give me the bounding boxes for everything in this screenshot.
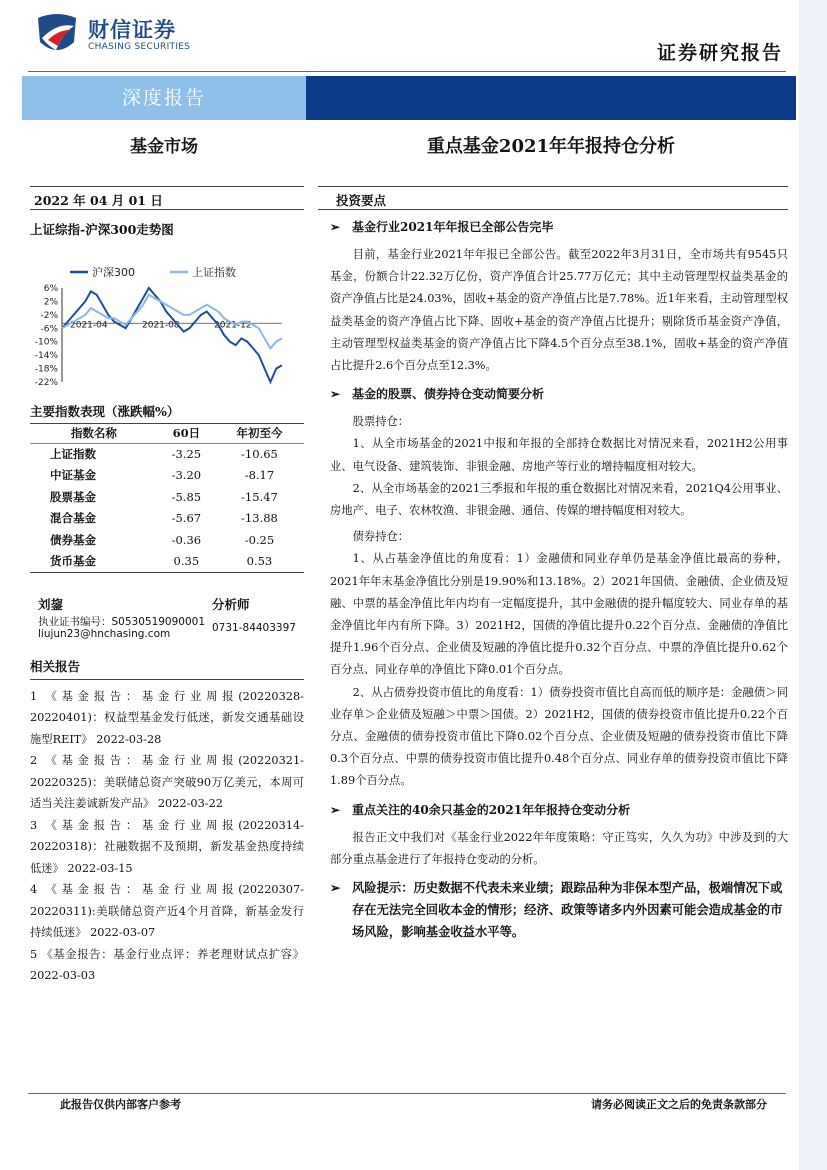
analyst-email[interactable]: liujun23@hnchasing.com xyxy=(38,627,171,640)
paragraph: 债券持仓： xyxy=(352,530,410,544)
cell: 混合基金 xyxy=(50,511,96,526)
paragraph: 1、从全市场基金的2021中报和年报的全部持仓数据比对情况来看，2021H2公用事业、电气设备、建筑装饰、非银金融、房地产等行业的增持幅度相对较大。 xyxy=(330,437,788,473)
bullet-heading xyxy=(318,216,788,238)
paragraph: 1、从占基金净值比的角度看：1）金融债和同业存单仍是基金净值比最高的券种，2021年年末基金净值比分别是19.90%和13.18%。2）2021年国债、金融债、企业债及短融、中票的基金净值比年内均有一定幅度提升，其中金融债的提升幅度较大、同业存单的基金净值比年内有所下降。3）2021H2，国债的净值比提升0.22个百分点、金融债的净值比提升1.96个百分点、企业债及短融的净值比提升0.32个百分点、中票的净值比提升0.62个百分点、同业存单的净值比下降0.01个百分点。 xyxy=(330,552,788,677)
logo-text-en: CHASING SECURITIES xyxy=(88,42,191,52)
index-table-header xyxy=(30,424,304,443)
table-row xyxy=(30,486,304,508)
line-chart xyxy=(30,238,304,388)
logo-mark-icon xyxy=(34,12,80,58)
legend-label: 沪深300 xyxy=(92,266,135,279)
bullet-text: 重点关注的40余只基金的2021年年报持仓变动分析 xyxy=(352,802,631,817)
series-line-hs300 xyxy=(62,288,282,382)
analyst-phone: 0731-84403397 xyxy=(212,621,296,634)
report-title: 重点基金2021年年报持仓分析 xyxy=(426,136,676,157)
y-tick-label: -10% xyxy=(34,337,58,348)
footer-divider xyxy=(28,1093,786,1094)
paragraph: 目前，基金行业2021年年报已全部公告。截至2022年3月31日，全市场共有9545只基金，份额合计22.32万亿份，资产净值合计25.77万亿元；其中主动管理型权益类基金的资产净值占比是24.03%，固收+基金的资产净值占比是7.78%。近1年来看，主动管理型权益类基金的资产净值占比下降、固收+基金的资产净值占比提升；剔除货币基金资产净值，主动管理型权益类基金的资产净值占比下降4.5个百分点至38.1%，固收+基金的资产净值占比提升2.6个百分点至12.3%。 xyxy=(330,248,788,373)
banner-label: 深度报告 xyxy=(121,87,206,109)
left-column xyxy=(30,186,304,987)
risk-warning xyxy=(318,877,788,943)
analyst-cert: 执业证书编号：S0530519090001 xyxy=(38,615,206,628)
logo-text-cn: 财信证券 xyxy=(88,18,176,42)
table-row xyxy=(30,551,304,573)
paragraph: 报告正文中我们对《基金行业2022年年度策略：守正笃实，久久为功》中涉及到的大部分重点基金进行了年报持仓变动的分析。 xyxy=(330,830,788,866)
cell: -13.88 xyxy=(241,511,278,526)
bullet-text: 基金的股票、债券持仓变动简要分析 xyxy=(352,387,545,402)
bullet-arrow-icon: ➢ xyxy=(330,880,341,896)
related-reports-title: 相关报告 xyxy=(30,657,304,680)
report-date: 2022 年 04 月 01 日 xyxy=(30,186,304,210)
chart xyxy=(30,238,304,388)
bullet-arrow-icon: ➢ xyxy=(330,387,341,402)
col-header: 指数名称 xyxy=(30,424,158,443)
cell: 0.53 xyxy=(246,554,273,568)
cell: -15.47 xyxy=(241,489,278,504)
cell: 上证指数 xyxy=(50,447,96,461)
table-row xyxy=(30,443,304,465)
cell: -5.67 xyxy=(171,511,202,526)
table-row xyxy=(30,508,304,530)
related-report-item[interactable]: 5 《基金报告：基金行业点评：养老理财试点扩容》 2022-03-03 xyxy=(30,947,304,982)
related-report-item[interactable]: 3 《基金报告：基金行业周报(20220314-20220318)：社融数据不及预期，新发基金热度持续低迷》 2022-03-15 xyxy=(30,818,304,875)
bullet-arrow-icon: ➢ xyxy=(330,802,341,817)
related-report-item[interactable]: 1 《基金报告：基金行业周报(20220328-20220401)：权益型基金发行低迷，新发交通基础设施型REIT》 2022-03-28 xyxy=(30,689,304,746)
cell: -3.20 xyxy=(171,468,202,483)
bullet-text: 基金行业2021年年报已全部公告完毕 xyxy=(352,220,554,234)
related-reports-list xyxy=(30,686,304,987)
cell: 债券基金 xyxy=(50,532,96,547)
cell: 中证基金 xyxy=(50,468,96,483)
paragraph: 股票持仓： xyxy=(352,415,410,429)
related-report-item[interactable]: 4 《基金报告：基金行业周报(20220307-20220311):美联储总资产近4个月首降，新基金发行持续低迷》 2022-03-07 xyxy=(30,883,304,939)
y-tick-label: -18% xyxy=(34,364,58,375)
cell: -10.65 xyxy=(241,447,278,461)
cell: -3.25 xyxy=(171,447,202,461)
analyst-block xyxy=(30,595,304,639)
banner-right xyxy=(306,76,796,120)
related-report-item[interactable]: 2 《基金报告：基金行业周报(20220321-20220325)：美联储总资产突破90万亿美元，本周可适当关注姜诚新发产品》 2022-03-22 xyxy=(30,754,304,810)
y-tick-label: -2% xyxy=(40,310,58,321)
bullet-heading xyxy=(318,383,788,405)
table-row xyxy=(30,465,304,487)
cell: -5.85 xyxy=(171,489,202,504)
cell: 货币基金 xyxy=(50,554,96,568)
sector-title: 基金市场 xyxy=(130,137,198,157)
paragraph: 2、从全市场基金的2021三季报和年报的重仓数据比对情况来看，2021Q4公用事业、房地产、电子、农林牧渔、非银金融、通信、传媒的增持幅度相对较大。 xyxy=(330,481,788,518)
bullet-arrow-icon: ➢ xyxy=(330,220,341,234)
cell: 股票基金 xyxy=(50,489,96,504)
col-header: 60日 xyxy=(158,424,215,443)
y-tick-label: 6% xyxy=(43,284,58,294)
x-tick-label: 2021-08 xyxy=(142,320,180,331)
x-tick-label: 2021-04 xyxy=(70,320,108,331)
cell: -8.17 xyxy=(244,468,275,483)
cell: -0.36 xyxy=(171,532,202,547)
risk-text: 风险提示：历史数据不代表未来业绩；跟踪品种为非保本型产品，极端情况下或存在无法完全回收本金的情形；经济、政策等诸多内外因素可能会造成基金的市场风险，影响基金收益水平等。 xyxy=(352,880,783,940)
index-table xyxy=(30,424,304,573)
cell: -0.25 xyxy=(244,532,275,547)
bullet-heading xyxy=(318,799,788,821)
y-tick-label: 2% xyxy=(43,297,58,308)
y-tick-label: -22% xyxy=(34,378,58,388)
y-tick-label: -6% xyxy=(40,324,58,335)
header-divider xyxy=(28,71,786,72)
key-points-title: 投资要点 xyxy=(318,186,788,210)
footer-right-text: 请务必阅读正文之后的免责条款部分 xyxy=(591,1098,767,1111)
logo xyxy=(34,12,234,60)
legend-label: 上证指数 xyxy=(192,266,236,279)
right-column xyxy=(318,186,788,943)
analyst-name: 刘鋆 xyxy=(38,596,64,612)
header-title: 证券研究报告 xyxy=(656,42,783,64)
col-header: 年初至今 xyxy=(215,424,304,443)
right-edge-strip xyxy=(799,0,827,1170)
footer-left-text: 此报告仅供内部客户参考 xyxy=(60,1098,181,1111)
y-tick-label: -14% xyxy=(34,351,58,362)
analyst-role: 分析师 xyxy=(212,596,250,612)
paragraph: 2、从占债券投资市值比的角度看：1）债券投资市值比自高而低的顺序是：金融债＞同业存单＞企业债及短融＞中票＞国债。2）2021H2，国债的债券投资市值比提升0.22个百分点、金融债的债券投资市值比下降0.02个百分点、企业债及短融的债券投资市值比下降0.3个百分点、中票的债券投资市值比提升0.48个百分点、同业存单的债券投资市值比下降1.89个百分点。 xyxy=(330,685,788,788)
x-tick-label: 2021-12 xyxy=(214,320,252,331)
index-table-title: 主要指数表现（涨跌幅%） xyxy=(30,402,304,424)
table-row xyxy=(30,529,304,551)
cell: 0.35 xyxy=(173,554,200,568)
chart-section-title: 上证综指-沪深300走势图 xyxy=(30,222,174,237)
